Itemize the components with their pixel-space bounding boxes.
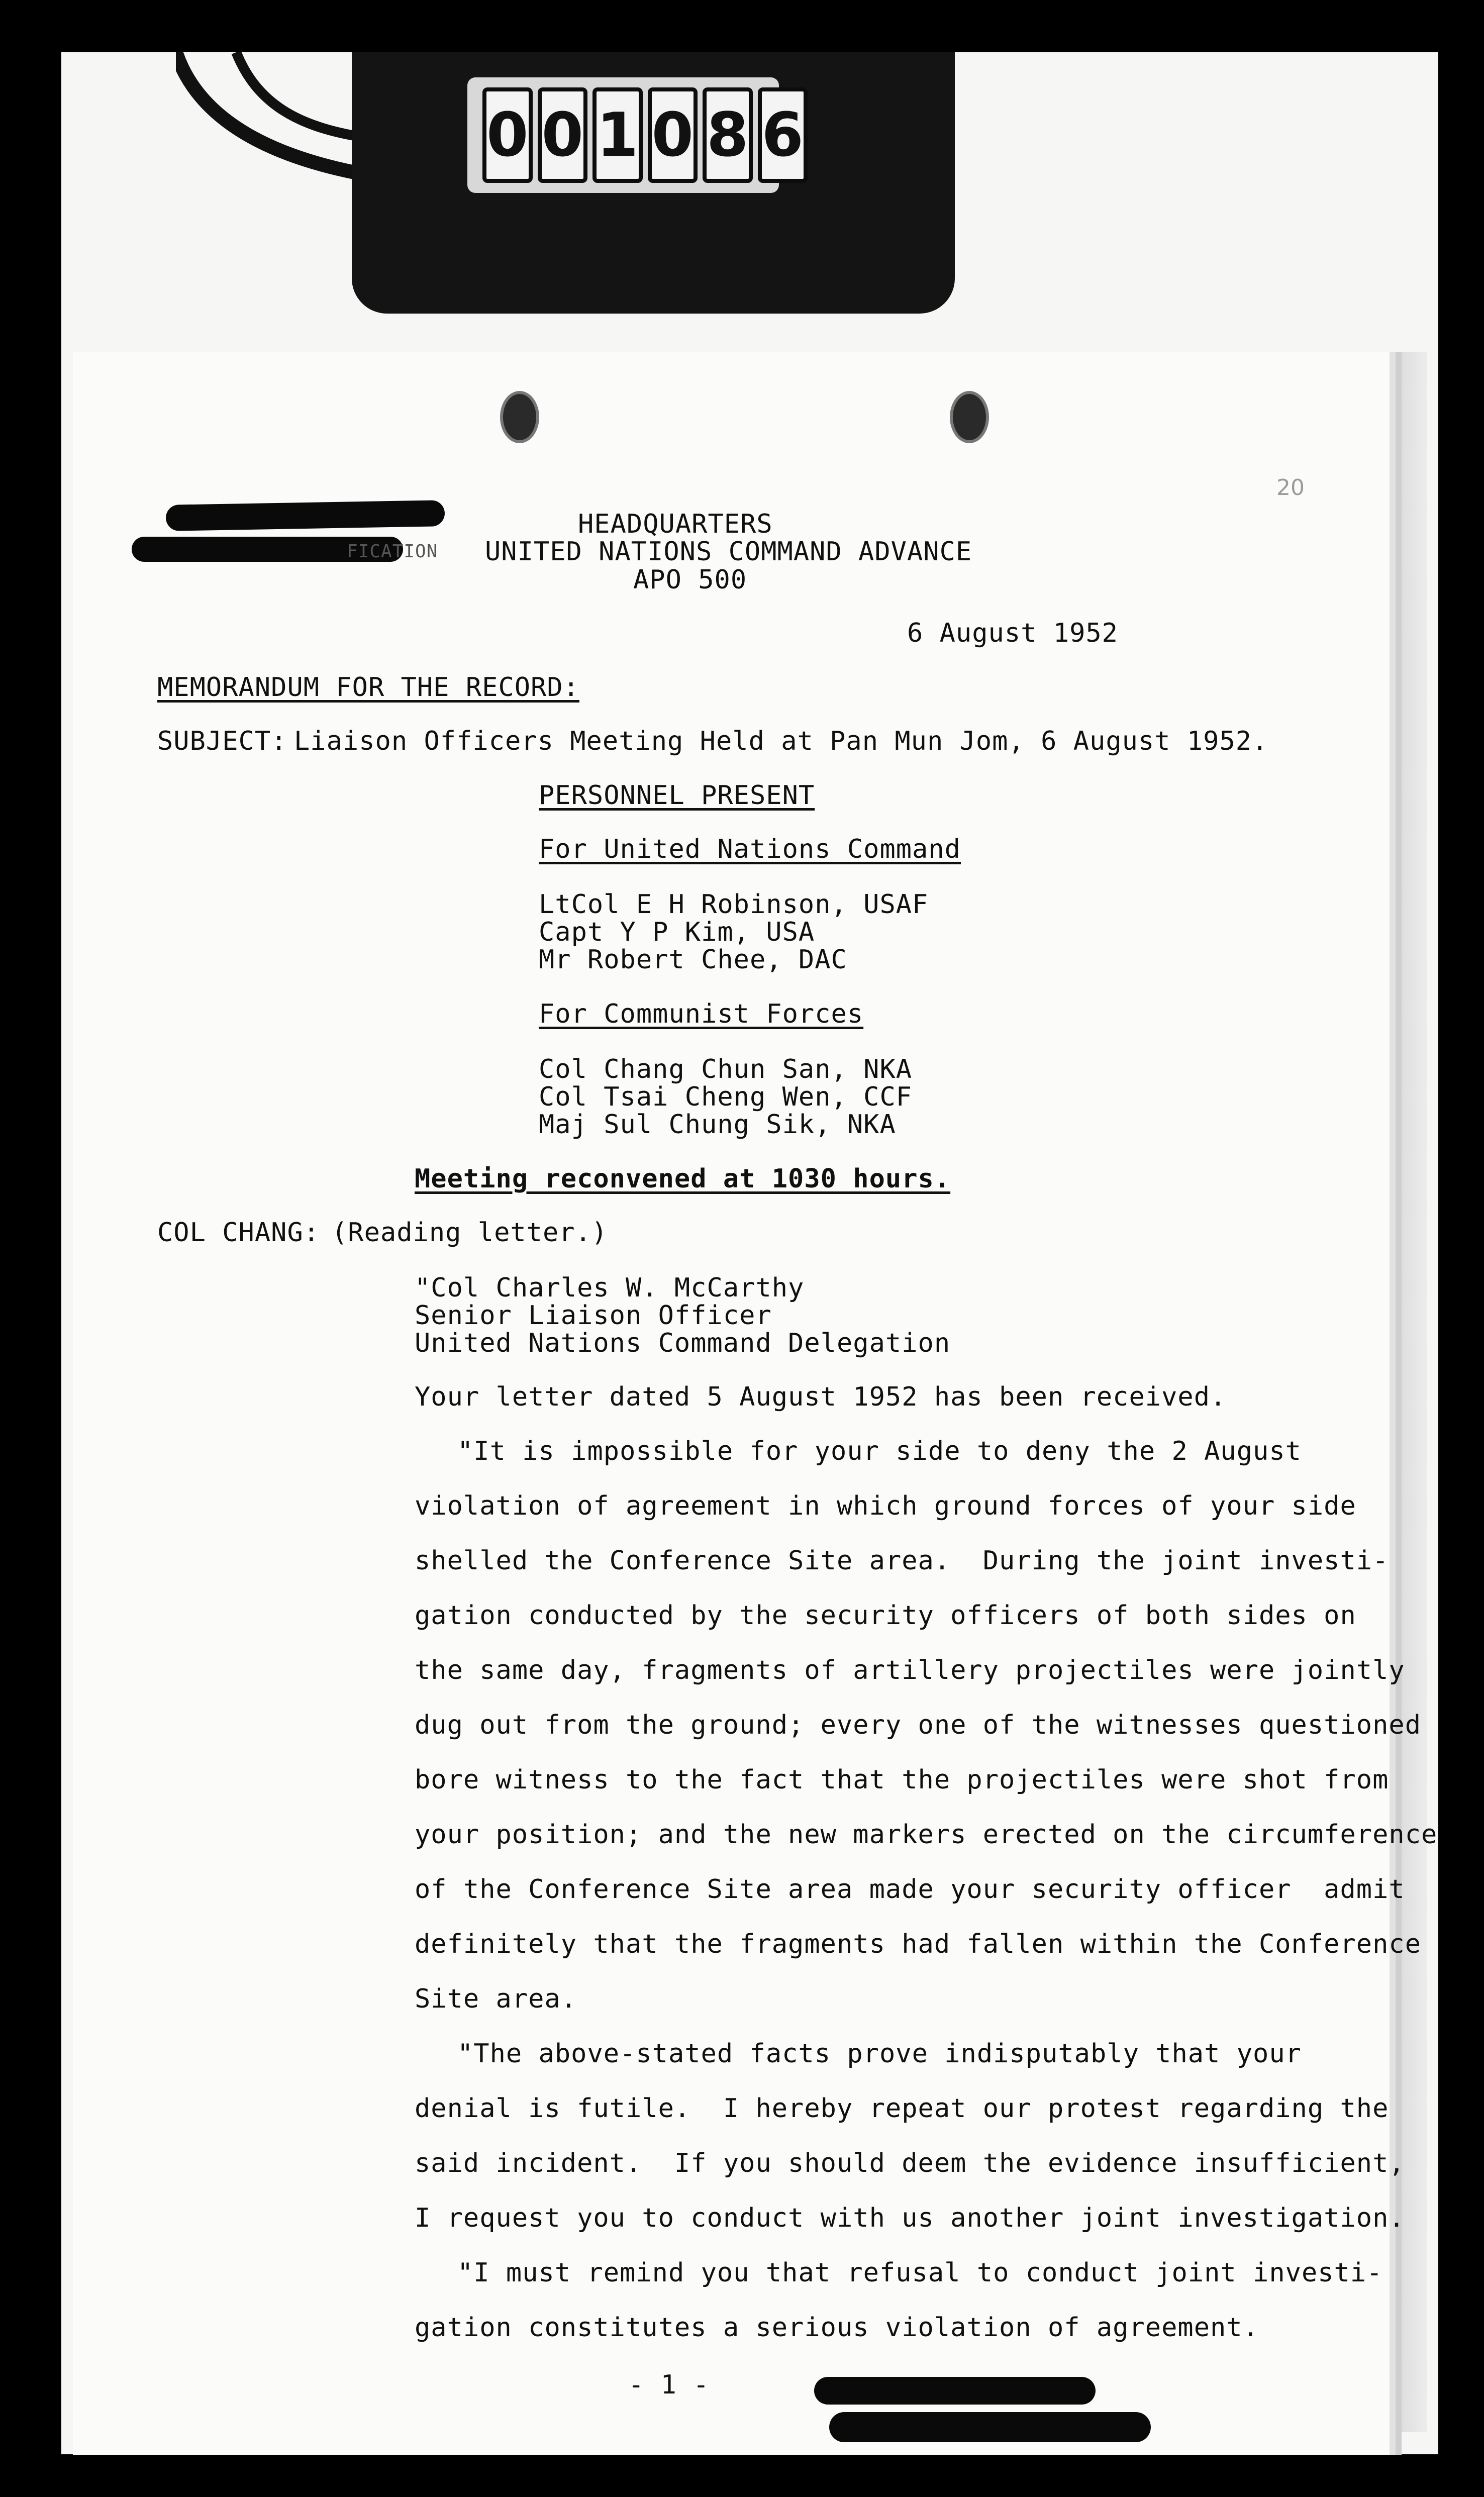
subject-text: Liaison Officers Meeting Held at Pan Mun Jom, 6 August 1952. [294, 726, 1268, 756]
counter-digit: 0 [538, 87, 588, 183]
letter-text-line: definitely that the fragments had fallen within the Conference [415, 1929, 1422, 1959]
redaction-mark [829, 2412, 1151, 2442]
letterhead-line-2: UNITED NATIONS COMMAND ADVANCE [485, 537, 972, 567]
speaker-label: COL CHANG: [157, 1218, 320, 1248]
redaction-mark [814, 2377, 1096, 2405]
subject-label: SUBJECT: [157, 726, 287, 756]
counter-digit: 0 [482, 87, 533, 183]
letter-text-line: denial is futile. I hereby repeat our protest regarding the [415, 2093, 1389, 2124]
letter-text-line: the same day, fragments of artillery projectiles were jointly [415, 1655, 1405, 1685]
addressee-line: Senior Liaison Officer [415, 1301, 772, 1331]
letter-text-line: violation of agreement in which ground forces of your side [415, 1491, 1356, 1521]
communist-member: Col Tsai Cheng Wen, CCF [539, 1082, 913, 1112]
letter-text-line: shelled the Conference Site area. During the joint investi- [415, 1546, 1389, 1576]
letter-text-line: gation conducted by the security officers of both sides on [415, 1601, 1356, 1631]
punch-hole-left [500, 391, 539, 443]
speaker-action: (Reading letter.) [332, 1218, 608, 1248]
letterhead-line-3: APO 500 [633, 565, 747, 595]
memo-date: 6 August 1952 [907, 618, 1118, 648]
page-number: - 1 - [628, 2370, 710, 2400]
counter-digit: 8 [703, 87, 753, 183]
meeting-reconvened-line: Meeting reconvened at 1030 hours. [415, 1164, 951, 1194]
un-member: LtCol E H Robinson, USAF [539, 889, 929, 920]
counter-digit: 6 [758, 87, 808, 183]
letter-text-line: dug out from the ground; every one of the witnesses questioned [415, 1710, 1422, 1740]
page-edge-shadow [1392, 352, 1427, 2432]
letterhead-line-1: HEADQUARTERS [578, 509, 773, 539]
letter-text-line: "I must remind you that refusal to conduct joint investi- [457, 2258, 1383, 2288]
frame-counter-device [352, 52, 955, 314]
un-command-heading: For United Nations Command [539, 834, 961, 864]
communist-member: Col Chang Chun San, NKA [539, 1054, 913, 1084]
letter-text-line: gation constitutes a serious violation of agreement. [415, 2313, 1259, 2343]
letter-text-line: of the Conference Site area made your security officer admit [415, 1874, 1405, 1905]
communist-forces-heading: For Communist Forces [539, 999, 864, 1029]
letter-received-line: Your letter dated 5 August 1952 has been received. [415, 1382, 1227, 1412]
letter-text-line: "It is impossible for your side to deny the 2 August [457, 1436, 1302, 1466]
addressee-line: United Nations Command Delegation [415, 1328, 951, 1358]
frame-counter-display [467, 77, 804, 193]
counter-digit: 0 [648, 87, 698, 183]
un-member: Mr Robert Chee, DAC [539, 945, 847, 975]
un-member: Capt Y P Kim, USA [539, 917, 815, 947]
counter-digit: 1 [592, 87, 643, 183]
letter-text-line: bore witness to the fact that the projectiles were shot from [415, 1765, 1389, 1795]
counter-cable [176, 52, 377, 183]
addressee-line: "Col Charles W. McCarthy [415, 1273, 805, 1303]
letter-text-line: I request you to conduct with us another joint investigation. [415, 2203, 1405, 2233]
letter-text-line: Site area. [415, 1984, 577, 2014]
letter-text-line: your position; and the new markers erected on the circumference [415, 1820, 1438, 1850]
memo-title: MEMORANDUM FOR THE RECORD: [157, 672, 579, 703]
letter-text-line: "The above-stated facts prove indisputably that your [457, 2039, 1302, 2069]
personnel-heading: PERSONNEL PRESENT [539, 780, 815, 811]
punch-hole-right [950, 391, 989, 443]
redacted-fragment: FICATION [347, 541, 438, 562]
redaction-mark [166, 500, 445, 531]
communist-member: Maj Sul Chung Sik, NKA [539, 1110, 896, 1140]
letter-text-line: said incident. If you should deem the evidence insufficient, [415, 2148, 1405, 2178]
margin-note: 20 [1276, 475, 1305, 501]
